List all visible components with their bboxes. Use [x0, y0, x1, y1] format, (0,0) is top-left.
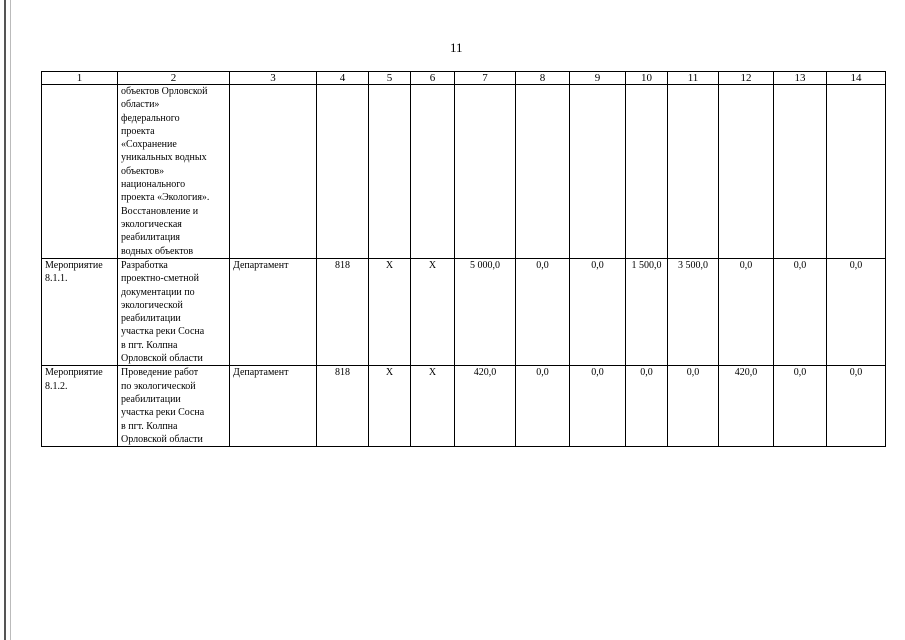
description-line: по экологической: [121, 380, 196, 392]
value-cell: 0,0: [570, 259, 626, 366]
column-header: 5: [369, 72, 411, 85]
column-header: 11: [668, 72, 719, 85]
value-cell: 0,0: [719, 259, 774, 366]
row-label-line: 8.1.2.: [45, 380, 68, 392]
value-cell: [570, 85, 626, 259]
description-line: Восстановление и: [121, 205, 199, 217]
description-line: уникальных водных: [121, 152, 207, 164]
description-line: реабилитации: [121, 393, 181, 405]
description-line: проекта: [121, 125, 155, 137]
page-number: 11: [450, 40, 463, 55]
description-line: экологическая: [121, 218, 182, 230]
value-cell: 420,0: [719, 366, 774, 447]
description-line: «Сохранение: [121, 139, 177, 151]
row-label-cell: [42, 366, 118, 447]
description-line: Проведение работ: [121, 367, 199, 379]
description-line: области»: [121, 99, 160, 111]
table-row-continuation: [42, 85, 886, 259]
description-line: объектов»: [121, 165, 165, 177]
value-cell: 0,0: [570, 366, 626, 447]
description-line: федерального: [121, 112, 180, 124]
description-line: Орловской области: [121, 353, 203, 365]
row-label-cell: [42, 85, 118, 259]
column-header: 13: [774, 72, 827, 85]
value-cell: 5 000,0: [455, 259, 516, 366]
description-line: Разработка: [121, 260, 168, 271]
description-line: Орловской области: [121, 433, 203, 445]
value-cell: 0,0: [668, 366, 719, 447]
value-cell: 420,0: [455, 366, 516, 447]
executor-cell: [230, 85, 317, 259]
code-cell: 818: [317, 366, 369, 447]
executor-cell: Департамент: [230, 259, 317, 366]
value-cell: [668, 85, 719, 259]
value-cell: 1 500,0: [626, 259, 668, 366]
description-line: участка реки Сосна: [121, 326, 205, 338]
table-row-measure-8-1-1: [42, 259, 886, 366]
description-cell: [118, 259, 230, 366]
value-cell: [719, 85, 774, 259]
column-header: 3: [230, 72, 317, 85]
column-header: 4: [317, 72, 369, 85]
description-line: в пгт. Колпна: [121, 420, 178, 432]
column-header: 9: [570, 72, 626, 85]
value-cell: 0,0: [827, 366, 886, 447]
value-cell: [411, 85, 455, 259]
description-cell: [118, 85, 230, 259]
column-header: 10: [626, 72, 668, 85]
column-header: 12: [719, 72, 774, 85]
executor-cell: Департамент: [230, 366, 317, 447]
description-cell: [118, 366, 230, 447]
value-cell: X: [411, 366, 455, 447]
value-cell: [827, 85, 886, 259]
value-cell: 0,0: [774, 259, 827, 366]
value-cell: X: [369, 259, 411, 366]
description-line: национального: [121, 179, 186, 191]
column-header: 8: [516, 72, 570, 85]
value-cell: 3 500,0: [668, 259, 719, 366]
column-header: 6: [411, 72, 455, 85]
row-label-cell: [42, 259, 118, 366]
value-cell: 0,0: [626, 366, 668, 447]
description-line: реабилитация: [121, 232, 181, 244]
description-line: в пгт. Колпна: [121, 339, 178, 351]
column-header: 2: [118, 72, 230, 85]
value-cell: 0,0: [827, 259, 886, 366]
code-cell: 818: [317, 259, 369, 366]
column-header: 7: [455, 72, 516, 85]
value-cell: [516, 85, 570, 259]
description-line: реабилитации: [121, 313, 181, 325]
value-cell: 0,0: [774, 366, 827, 447]
description-line: водных объектов: [121, 245, 194, 257]
document-table: [41, 71, 886, 447]
value-cell: [774, 85, 827, 259]
value-cell: [626, 85, 668, 259]
description-line: проекта «Экология».: [121, 192, 210, 204]
description-line: документации по: [121, 286, 195, 298]
value-cell: [369, 85, 411, 259]
value-cell: X: [369, 366, 411, 447]
description-line: экологической: [121, 299, 183, 311]
row-label-line: Мероприятие: [45, 367, 103, 379]
column-header: 1: [42, 72, 118, 85]
scan-edge-line-faint: [10, 0, 11, 640]
value-cell: [455, 85, 516, 259]
value-cell: X: [411, 259, 455, 366]
code-cell: [317, 85, 369, 259]
row-label-line: Мероприятие: [45, 260, 103, 271]
value-cell: 0,0: [516, 259, 570, 366]
row-label-line: 8.1.1.: [45, 273, 68, 285]
description-line: объектов Орловской: [121, 86, 208, 97]
column-header: 14: [827, 72, 886, 85]
value-cell: 0,0: [516, 366, 570, 447]
description-line: участка реки Сосна: [121, 407, 205, 419]
table-row-measure-8-1-2: [42, 366, 886, 447]
scan-edge-line: [4, 0, 6, 640]
header-row: [42, 72, 886, 85]
description-line: проектно-сметной: [121, 273, 199, 285]
